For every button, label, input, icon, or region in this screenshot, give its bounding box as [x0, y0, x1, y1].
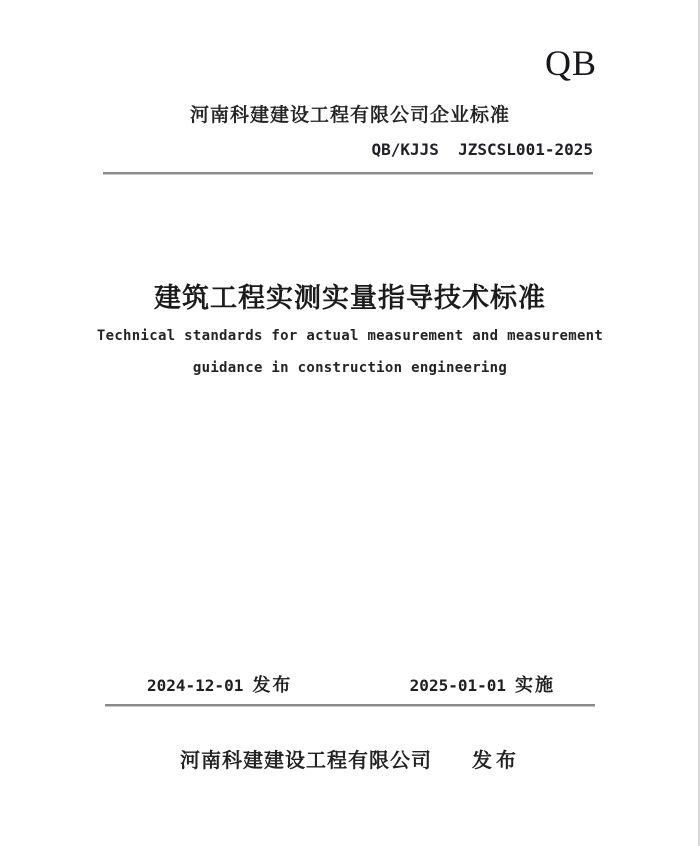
- document-title-en-line2: guidance in construction engineering: [192, 360, 508, 376]
- document-title-zh: 建筑工程实测实量指导技术标准: [154, 283, 546, 313]
- qb-logo: QB: [544, 43, 597, 83]
- effective-date: 2025-01-01: [409, 676, 506, 695]
- publish-action-label: 发布: [472, 750, 520, 772]
- issue-label: 发布: [252, 675, 293, 695]
- issue-date-group: [147, 671, 292, 697]
- company-standard-header: 河南科建建设工程有限公司企业标准: [189, 105, 510, 126]
- issue-date: 2024-12-01: [147, 676, 244, 695]
- header-divider-rule: [103, 172, 593, 175]
- effective-date-group: [410, 671, 555, 697]
- standard-code: QB/KJJS JZSCSL001-2025: [371, 140, 593, 159]
- release-dates-row: [103, 671, 597, 697]
- footer-divider-rule: [105, 704, 595, 707]
- effective-label: 实施: [515, 675, 555, 695]
- publisher-name: 河南科建建设工程有限公司: [180, 750, 432, 772]
- document-title-en-line1: Technical standards for actual measurement and measurement: [96, 328, 604, 344]
- publisher-row: [50, 744, 650, 773]
